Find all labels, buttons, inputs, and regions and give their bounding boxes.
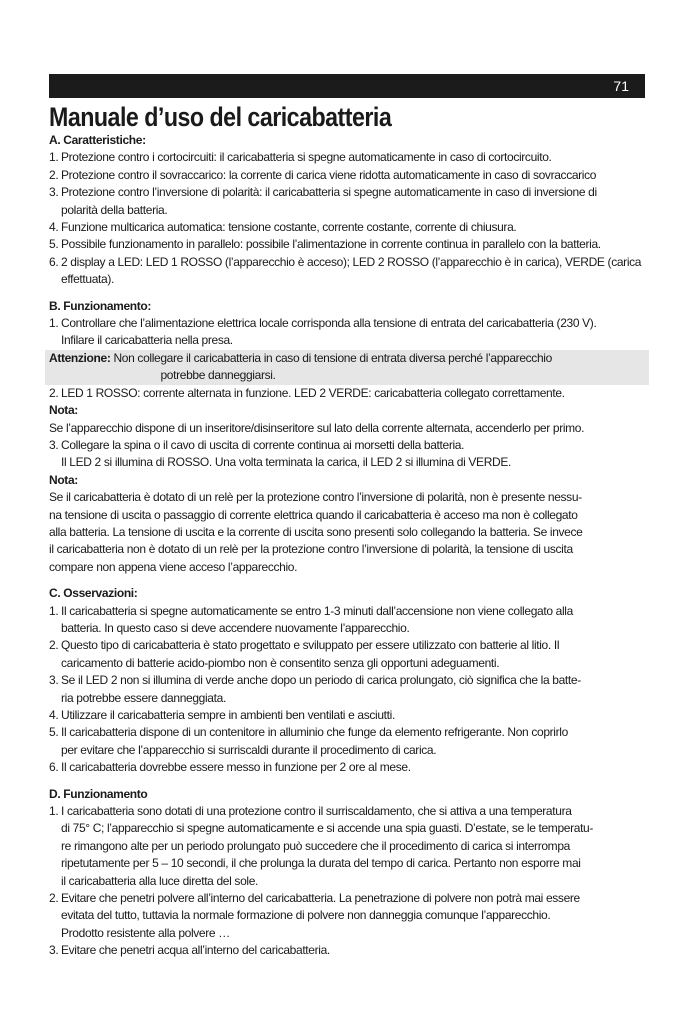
list-item-line: [49, 637, 645, 654]
list-item: [49, 184, 645, 219]
list-item: [49, 149, 645, 166]
list-item-line: [49, 167, 645, 184]
list-item-number: 3.: [49, 943, 59, 958]
note-1-label: Nota:: [49, 403, 78, 418]
list-item-text: Protezione contro i cortocircuiti: il caricabatteria si spegne automaticamente in caso di cortocircuito.: [61, 150, 552, 165]
list-item-number: 1.: [49, 316, 59, 331]
paragraph-line: compare non appena viene acceso l’apparecchio.: [49, 559, 298, 574]
paragraph-line: Se il caricabatteria è dotato di un relè per la protezione contro l’inversione di polarità, non è presente nessu-: [49, 490, 582, 505]
list-item-number: 2.: [49, 167, 59, 182]
page-number: 71: [613, 78, 629, 94]
list-item-line: [49, 672, 645, 689]
section-c-heading: C. Osservazioni:: [49, 586, 138, 601]
list-item-number: 3.: [49, 673, 59, 688]
attention-line: Non collegare il caricabatteria in caso di tensione di entrata diversa perché l’apparecchio: [113, 350, 552, 365]
list-item-text: Il caricabatteria dispone di un contenitore in alluminio che funge da elemento refrigerante. Non coprirlo: [61, 725, 568, 740]
list-item-continuation: effettuata).: [61, 272, 114, 287]
list-item-continuation: re rimangono alte per un periodo prolungato può succedere che il procedimento di carica si interrompa: [61, 838, 570, 853]
list-item-text: 2 display a LED: LED 1 ROSSO (l’apparecchio è acceso); LED 2 ROSSO (l’apparecchio è in carica), VERDE (carica: [61, 254, 642, 269]
list-item-text: Collegare la spina o il cavo di uscita di corrente continua ai morsetti della batteria.: [61, 437, 465, 452]
list-item-continuation: evitata del tutto, tuttavia la normale formazione di polvere non danneggia comunque l’apparecchio.: [61, 908, 551, 923]
list-item-number: 6.: [49, 254, 59, 269]
section-b-item-1: [49, 315, 645, 350]
manual-page: [49, 74, 645, 960]
list-item-text: Evitare che penetri acqua all’interno del caricabatteria.: [61, 943, 330, 958]
list-item-text: Protezione contro il sovraccarico: la corrente di carica viene ridotta automaticamente in caso di sovraccarico: [61, 167, 597, 182]
list-item-number: 3.: [49, 437, 59, 452]
list-item-number: 1.: [49, 150, 59, 165]
list-item: [49, 603, 645, 638]
list-item-continuation: ria potrebbe essere danneggiata.: [61, 690, 226, 705]
list-item-line: [49, 236, 645, 253]
list-item-number: 2.: [49, 638, 59, 653]
list-item-line: [49, 803, 645, 820]
list-item: [49, 219, 645, 236]
list-item: [49, 315, 645, 350]
list-item-continuation: polarità della batteria.: [61, 202, 168, 217]
list-item: [49, 167, 645, 184]
list-item-line: [49, 385, 645, 402]
note-1-text: Se l’apparecchio dispone di un inseritore/disinseritore sul lato della corrente alternata, accenderlo per primo.: [49, 420, 585, 435]
section-c-list: [49, 603, 645, 777]
paragraph-line: il caricabatteria non è dotato di un relè per la protezione contro l’inversione di polarità, la tensione di uscita: [49, 542, 573, 557]
list-item-line: [49, 707, 645, 724]
list-item-continuation: Infilare il caricabatteria nella presa.: [61, 333, 233, 348]
list-item-number: 5.: [49, 725, 59, 740]
list-item: [49, 254, 645, 289]
list-item-number: 1.: [49, 804, 59, 819]
section-b-heading: B. Funzionamento:: [49, 298, 152, 313]
list-item-continuation: Il LED 2 si illumina di ROSSO. Una volta terminata la carica, il LED 2 si illumina di VERDE.: [61, 455, 511, 470]
section-a-list: [49, 149, 645, 288]
list-item-number: 2.: [49, 891, 59, 906]
section-d-heading: D. Funzionamento: [49, 786, 148, 801]
section-b-item-2: [49, 385, 645, 402]
list-item-line: [49, 603, 645, 620]
list-item-number: 5.: [49, 237, 59, 252]
list-item-line: [49, 149, 645, 166]
section-d-list: [49, 803, 645, 960]
list-item-line: [49, 890, 645, 907]
list-item-text: Il caricabatteria dovrebbe essere messo in funzione per 2 ore al mese.: [61, 760, 411, 775]
list-item: [49, 707, 645, 724]
list-item-text: LED 1 ROSSO: corrente alternata in funzione. LED 2 VERDE: caricabatteria collegato correttamente.: [61, 385, 565, 400]
list-item: [49, 236, 645, 253]
paragraph-line: na tensione di uscita o passaggio di corrente elettrica quando il caricabatteria è acceso ma non è collegato: [49, 507, 578, 522]
list-item-line: [49, 437, 645, 454]
list-item-text: I caricabatteria sono dotati di una protezione contro il surriscaldamento, che si attiva a una temperatura: [61, 804, 572, 819]
section-b-item-3: [49, 437, 645, 472]
list-item: [49, 385, 645, 402]
list-item-text: Utilizzare il caricabatteria sempre in ambienti ben ventilati e asciutti.: [61, 708, 395, 722]
list-item-continuation: il caricabatteria alla luce diretta del sole.: [61, 873, 259, 888]
list-item-number: 2.: [49, 385, 59, 400]
list-item-text: Possibile funzionamento in parallelo: possibile l’alimentazione in corrente continua in parallelo con la batteria.: [61, 237, 601, 252]
list-item-continuation: Prodotto resistente alla polvere …: [61, 925, 230, 940]
list-item: [49, 890, 645, 942]
list-item-line: [49, 184, 645, 201]
list-item-line: [49, 759, 645, 776]
list-item: [49, 437, 645, 472]
list-item-continuation: di 75° C; l’apparecchio si spegne automaticamente e si accende una spia guasti. D’estate, se le temperatu-: [61, 821, 594, 836]
list-item-text: Il caricabatteria si spegne automaticamente se entro 1-3 minuti dall’accensione non viene collegato alla: [61, 603, 573, 618]
list-item-number: 4.: [49, 708, 59, 722]
list-item-number: 4.: [49, 220, 59, 235]
list-item-number: 3.: [49, 185, 59, 200]
page-header-bar: [49, 74, 645, 98]
list-item-text: Evitare che penetri polvere all’interno del caricabatteria. La penetrazione di polvere non potrà mai essere: [61, 891, 580, 906]
list-item-number: 1.: [49, 603, 59, 618]
attention-text: [113, 350, 645, 385]
list-item-line: [49, 315, 645, 332]
list-item-text: Se il LED 2 non si illumina di verde anche dopo un periodo di carica prolungato, ciò significa che la batte-: [61, 673, 581, 688]
list-item-text: Protezione contro l’inversione di polarità: il caricabatteria si spegne automaticamente in caso di inversione di: [61, 185, 597, 200]
list-item: [49, 724, 645, 759]
list-item-line: [49, 219, 645, 236]
list-item-line: [49, 724, 645, 741]
list-item-text: Funzione multicarica automatica: tensione costante, corrente costante, corrente di chiusura.: [61, 220, 517, 235]
paragraph-line: alla batteria. La tensione di uscita e la corrente di uscita sono presenti solo collegando la batteria. Se invece: [49, 524, 583, 539]
note-2-label: Nota:: [49, 472, 78, 487]
manual-body: [49, 132, 645, 960]
page-title: Manuale d’uso del caricabatteria: [49, 102, 392, 132]
list-item: [49, 942, 645, 959]
list-item-line: [49, 254, 645, 271]
list-item: [49, 759, 645, 776]
list-item-continuation: per evitare che l’apparecchio si surriscaldi durante il procedimento di carica.: [61, 742, 437, 757]
list-item-continuation: batteria. In questo caso si deve accendere nuovamente l’apparecchio.: [61, 620, 410, 635]
list-item-number: 6.: [49, 760, 59, 775]
attention-callout: [45, 350, 649, 385]
note-2-paragraph: [49, 489, 645, 576]
list-item: [49, 803, 645, 890]
section-a-heading: A. Caratteristiche:: [49, 133, 146, 147]
list-item-continuation: caricamento di batterie acido-piombo non è consentito senza gli opportuni adeguamenti.: [61, 655, 500, 670]
list-item: [49, 672, 645, 707]
list-item-line: [49, 942, 645, 959]
list-item-continuation: ripetutamente per 5 – 10 secondi, il che prolunga la durata del tempo di carica. Pertanto non esporre mai: [61, 856, 581, 871]
list-item-text: Questo tipo di caricabatteria è stato progettato e sviluppato per essere utilizzato con batterie al litio. Il: [61, 638, 560, 653]
list-item-text: Controllare che l’alimentazione elettrica locale corrisponda alla tensione di entrata del caricabatteria (230 V).: [61, 316, 597, 331]
attention-line: potrebbe danneggiarsi.: [160, 368, 276, 383]
list-item: [49, 637, 645, 672]
attention-label: Attenzione:: [49, 350, 111, 365]
